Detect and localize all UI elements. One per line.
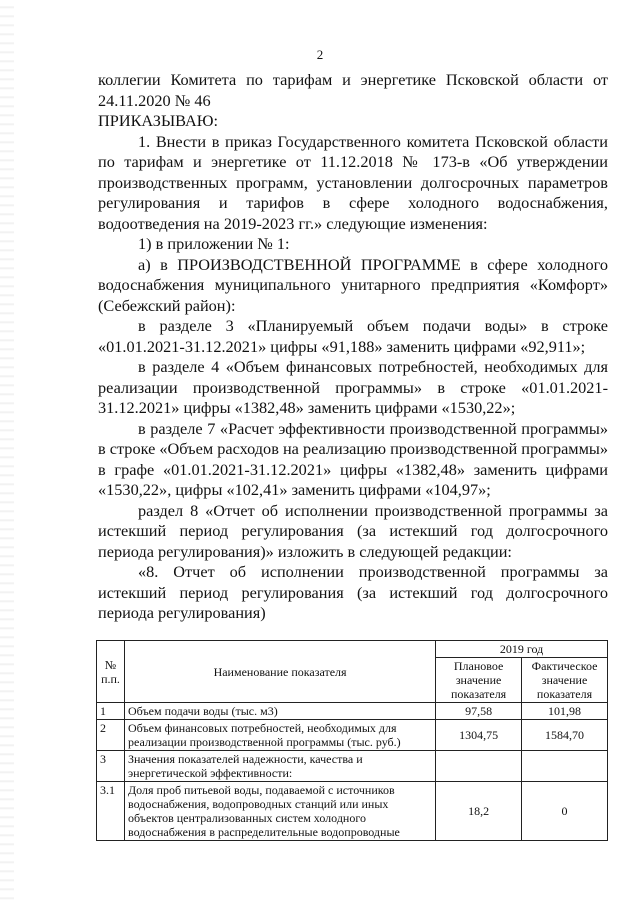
header-year: 2019 год (436, 641, 608, 658)
scan-edge-artifact (0, 0, 14, 905)
row-num: 3 (97, 751, 125, 782)
section-8-title: «8. Отчет об исполнении производственной программы за истекший период регулирования (за истекший год долгосрочного периода регулирования) (98, 562, 608, 622)
table-row (97, 782, 608, 841)
table-row (97, 751, 608, 782)
row-plan: 97,58 (436, 703, 522, 720)
header-num: № п.п. (97, 641, 125, 703)
section-3-change: в разделе 3 «Планируемый объем подачи воды» в строке «01.01.2021-31.12.2021» цифры «91,188» заменить цифрами «92,911»; (98, 316, 608, 356)
row-plan (436, 751, 522, 782)
section-4-change: в разделе 4 «Объем финансовых потребностей, необходимых для реализации производственной программы» в строке «01.01.2021-31.12.2021» цифры «1382,48» заменить цифрами «1530,22»; (98, 357, 608, 417)
row-num: 2 (97, 720, 125, 751)
row-name: Объем финансовых потребностей, необходимых для реализации производственной программы (тыс. руб.) (124, 720, 435, 751)
row-plan: 18,2 (436, 782, 522, 841)
row-num: 3.1 (97, 782, 125, 841)
row-name: Доля проб питьевой воды, подаваемой с источников водоснабжения, водопроводных станций или иных объектов централизованных систем холодного водоснабжения в распределительные водопроводные (124, 782, 435, 841)
table-row (97, 703, 608, 720)
order-word: ПРИКАЗЫВАЮ: (98, 111, 218, 130)
report-table (96, 640, 608, 841)
row-fact: 0 (522, 782, 608, 841)
row-fact (522, 751, 608, 782)
row-name: Объем подачи воды (тыс. м3) (124, 703, 435, 720)
continuation-paragraph: коллегии Комитета по тарифам и энергетике Псковской области от 24.11.2020 № 46 (98, 70, 608, 110)
table-header-row (97, 641, 608, 658)
header-plan: Плановое значение показателя (436, 658, 522, 703)
section-8-change: раздел 8 «Отчет об исполнении производственной программы за истекший период регулирования (за истекший год долгосрочного периода регулирования)» изложить в следующей редакции: (98, 500, 608, 561)
document-body (98, 70, 608, 624)
page-number: 2 (316, 47, 324, 62)
point-1: 1. Внести в приказ Государственного комитета Псковской области по тарифам и энергетике от 11.12.2018 № 173-в «Об утверждении производственных программ, установлении долгосрочных параметров регулирования и тарифов в сфере холодного водоснабжения, водоотведения на 2019-2023 гг.» следующие изменения: (98, 131, 608, 233)
subpoint-a: а) в ПРОИЗВОДСТВЕННОЙ ПРОГРАММЕ в сфере холодного водоснабжения муниципального унитарного предприятия «Комфорт» (Себежский район): (98, 254, 608, 315)
section-7-change: в разделе 7 «Расчет эффективности производственной программы» в строке «Объем расходов на реализацию производственной программы» в графе «01.01.2021-31.12.2021» цифры «1382,48» заменить цифрами «1530,22», цифры «102,41» заменить цифрами «104,97»; (98, 418, 608, 499)
row-name: Значения показателей надежности, качества и энергетической эффективности: (124, 751, 435, 782)
header-name: Наименование показателя (124, 641, 435, 703)
row-fact: 101,98 (522, 703, 608, 720)
row-plan: 1304,75 (436, 720, 522, 751)
header-fact: Фактическое значение показателя (522, 658, 608, 703)
subpoint-1: 1) в приложении № 1: (138, 234, 290, 253)
row-fact: 1584,70 (522, 720, 608, 751)
row-num: 1 (97, 703, 125, 720)
table-row (97, 720, 608, 751)
